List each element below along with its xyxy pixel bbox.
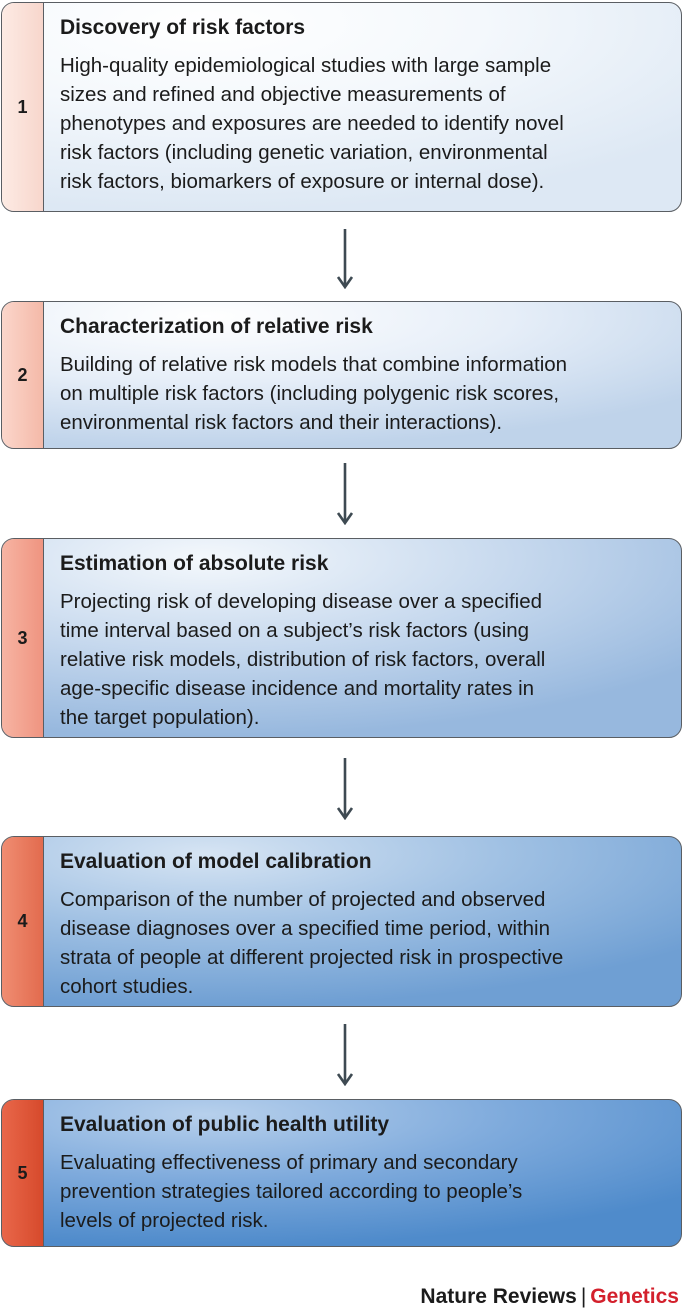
- step-4-box: [1, 836, 682, 1007]
- step-3-number: 3: [17, 627, 28, 648]
- step-5-line: levels of projected risk.: [60, 1209, 269, 1232]
- step-3-line: Projecting risk of developing disease over a specified: [60, 590, 543, 613]
- step-2-line: Building of relative risk models that combine information: [60, 353, 568, 376]
- step-3-line: relative risk models, distribution of risk factors, overall: [60, 648, 546, 671]
- step-4-line: cohort studies.: [60, 975, 194, 998]
- step-3-box: [1, 538, 682, 738]
- step-3-line: age-specific disease incidence and mortality rates in: [60, 677, 535, 700]
- step-4-number: 4: [17, 911, 28, 931]
- step-4-line: strata of people at different projected risk in prospective: [60, 946, 564, 969]
- step-5-description: [60, 1148, 671, 1235]
- step-5-number: 5: [17, 1162, 28, 1183]
- step-2-title: Characterization of relative risk: [60, 315, 373, 338]
- step-1-number: 1: [17, 96, 28, 117]
- down-arrow-icon: [335, 463, 355, 525]
- step-2-line: environmental risk factors and their interactions).: [60, 411, 503, 434]
- down-arrow-icon: [335, 758, 355, 820]
- step-3-body: [60, 551, 671, 732]
- step-3-line: the target population).: [60, 706, 260, 729]
- step-2-box: [1, 301, 682, 449]
- step-3-title: Estimation of absolute risk: [60, 552, 329, 575]
- step-5-body: [60, 1112, 671, 1235]
- step-1-line: sizes and refined and objective measurements of: [60, 83, 506, 106]
- step-3-description: [60, 587, 671, 732]
- step-4-line: disease diagnoses over a specified time period, within: [60, 917, 550, 940]
- step-4-description: [60, 885, 671, 1001]
- step-4-title: Evaluation of model calibration: [60, 850, 372, 873]
- step-2-line: on multiple risk factors (including polygenic risk scores,: [60, 382, 560, 405]
- step-5-box: [1, 1099, 682, 1247]
- step-5-number-column: [2, 1100, 44, 1246]
- credit-separator: |: [580, 1285, 587, 1308]
- journal-name: Genetics: [590, 1285, 679, 1308]
- down-arrow-icon: [335, 1024, 355, 1086]
- down-arrow-icon: [335, 229, 355, 289]
- step-2-description: [60, 350, 671, 437]
- step-1-line: High-quality epidemiological studies with large sample: [60, 54, 552, 77]
- step-5-line: prevention strategies tailored according to people’s: [60, 1180, 523, 1203]
- step-1-line: phenotypes and exposures are needed to identify novel: [60, 112, 564, 135]
- step-2-number-column: [2, 302, 44, 448]
- step-1-body: [60, 15, 671, 196]
- step-1-description: [60, 51, 671, 196]
- step-1-line: risk factors, biomarkers of exposure or internal dose).: [60, 170, 545, 193]
- step-4-line: Comparison of the number of projected and observed: [60, 888, 546, 911]
- step-1-line: risk factors (including genetic variation, environmental: [60, 141, 548, 164]
- step-5-line: Evaluating effectiveness of primary and secondary: [60, 1151, 518, 1174]
- step-4-body: [60, 849, 671, 1001]
- step-3-line: time interval based on a subject’s risk factors (using: [60, 619, 530, 642]
- journal-credit: [420, 1284, 679, 1310]
- step-4-number-column: [2, 837, 44, 1006]
- step-1-title: Discovery of risk factors: [60, 16, 306, 39]
- step-3-number-column: [2, 539, 44, 737]
- step-1-box: [1, 2, 682, 212]
- step-1-number-column: [2, 3, 44, 211]
- step-5-title: Evaluation of public health utility: [60, 1113, 390, 1136]
- publisher-name: Nature Reviews: [420, 1285, 577, 1308]
- step-2-number: 2: [17, 364, 28, 385]
- step-2-body: [60, 314, 671, 437]
